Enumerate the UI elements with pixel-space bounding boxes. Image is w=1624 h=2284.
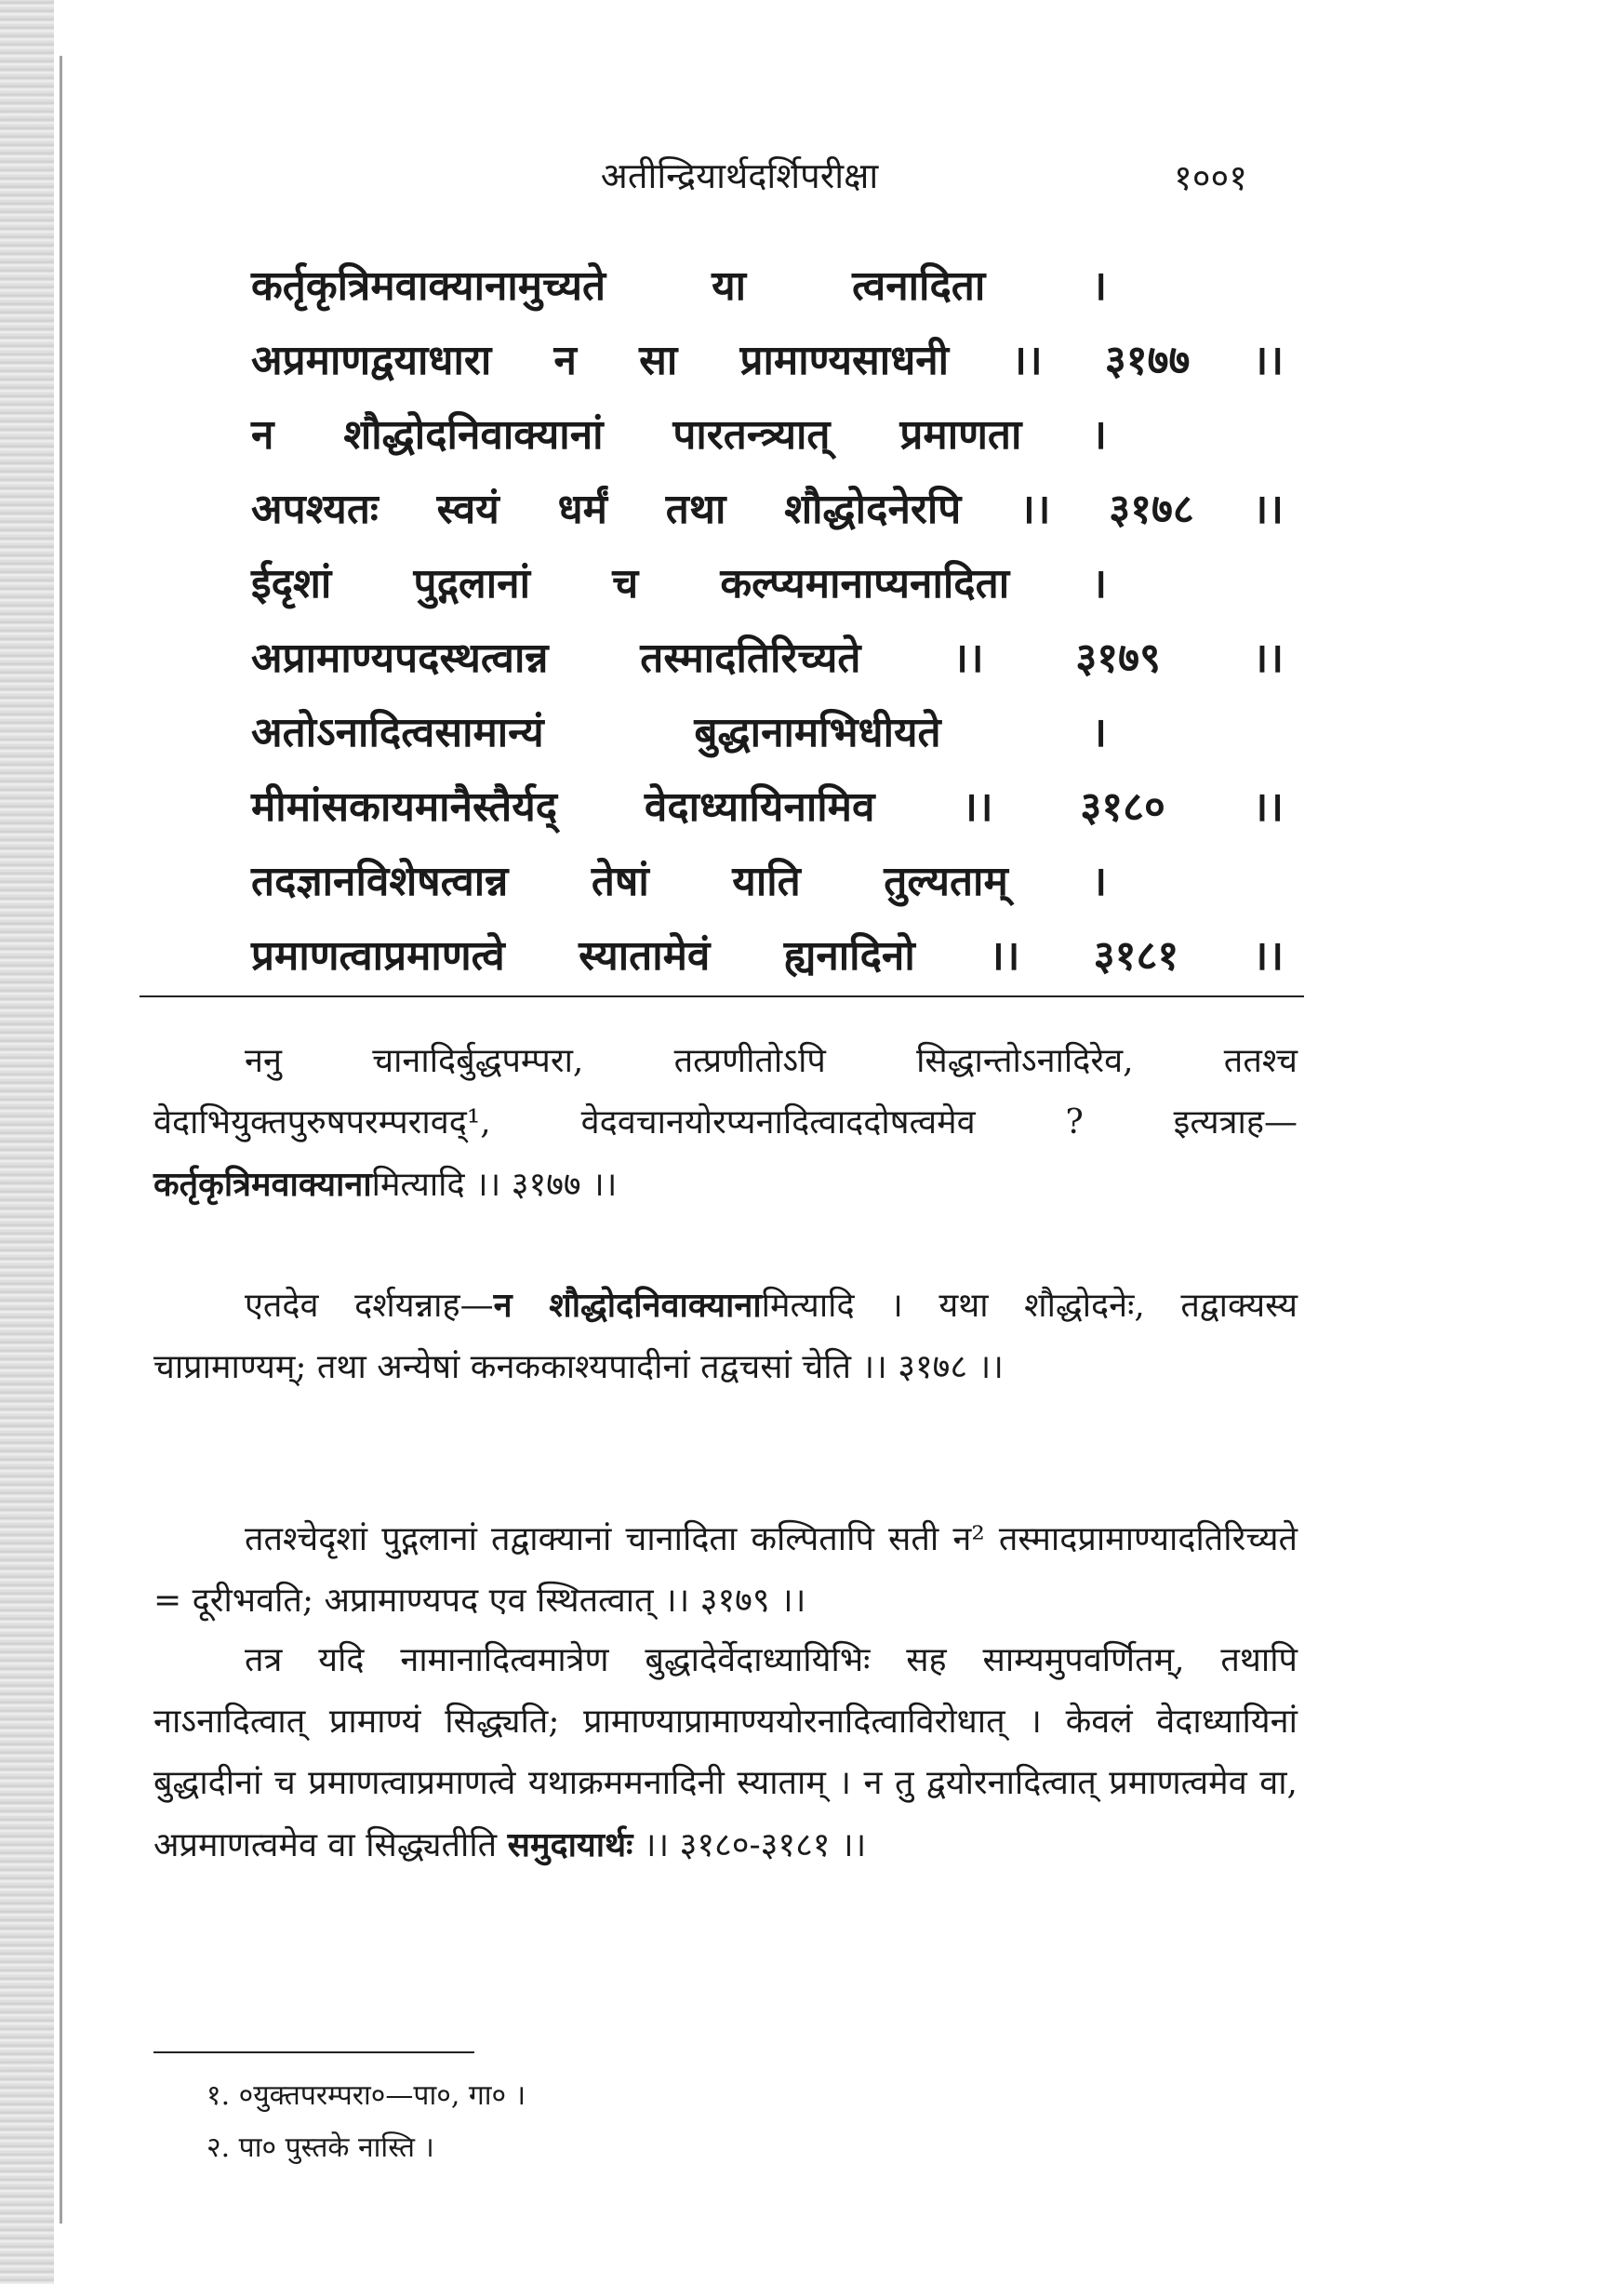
- verse-line: अप्रमाणद्वयाधारा न सा प्रामाण्यसाधनी ।। ३१७७ ।।: [251, 337, 1284, 384]
- verse-separator-rule: [140, 995, 1304, 997]
- commentary-lemma: न शौद्धोदनिवाक्याना: [493, 1286, 762, 1325]
- page-binding-edge: [0, 0, 54, 2284]
- commentary-text: ततश्चेदृशां पुद्गलानां तद्वाक्यानां चानादिता कल्पितापि सती न² तस्मादप्रामाण्यादतिरिच्यते = दूरीभवति; अप्रामाण्यपद एव स्थितत्वात् ।। ३१७९ ।।: [153, 1520, 1298, 1620]
- commentary-paragraph: [153, 1509, 1298, 1632]
- verse-line: कर्तृकृत्रिमवाक्यानामुच्यते या त्वनादिता ।: [251, 262, 1107, 310]
- commentary-text: मित्यादि ।। ३१७७ ।।: [371, 1166, 618, 1204]
- verse-line: मीमांसकायमानैस्तैर्यद् वेदाध्यायिनामिव ।। ३१८० ।।: [251, 783, 1284, 831]
- commentary-text: ननु चानादिर्बुद्धपम्परा, तत्प्रणीतोऽपि सिद्धान्तोऽनादिरेव, ततश्च वेदाभियुक्तपुरुषपरम्परावद्¹, वेदवचानयोरप्यनादित्वाददोषत्वमेव ? इत्यत्राह—: [153, 1042, 1298, 1142]
- verse-block: [251, 249, 1284, 994]
- footnotes: [206, 2070, 526, 2174]
- commentary-text: ।। ३१८०-३१८१ ।।: [632, 1826, 867, 1864]
- verse-line: अतोऽनादित्वसामान्यं बुद्धानामभिधीयते ।: [251, 709, 1107, 756]
- commentary-text: एतदेव दर्शयन्नाह—: [245, 1287, 494, 1325]
- commentary-paragraph: [153, 1031, 1298, 1216]
- commentary-text: तत्र यदि नामानादित्वमात्रेण बुद्धादेर्वेदाध्यायिभिः सह साम्यमुपवर्णितम्, तथापि नाऽनादित्वात् प्रामाण्यं सिद्ध्यति; प्रामाण्याप्रामाण्ययोरनादित्वाविरोधात् । केवलं वेदाध्यायिनां बुद्धादीनां च प्रमाणत्वाप्रमाणत्वे यथाक्रममनादिनी स्याताम् । न तु द्वयोरनादित्वात् प्रमाणत्वमेव वा, अप्रमाणत्वमेव वा सिद्ध्यतीति: [153, 1641, 1298, 1864]
- commentary-paragraph: [153, 1275, 1298, 1398]
- verse-line: प्रमाणत्वाप्रमाणत्वे स्यातामेवं ह्यनादिनो ।। ३१८१ ।।: [251, 932, 1284, 980]
- commentary-lemma: समुदायार्थः: [507, 1825, 633, 1864]
- verse-line: ईदृशां पुद्गलानां च कल्प्यमानाप्यनादिता ।: [251, 560, 1107, 608]
- commentary-text: मित्यादि । यथा शौद्धोदनेः, तद्वाक्यस्य चाप्रामाण्यम्; तथा अन्येषां कनककाश्यपादीनां तद्वचसां चेति ।। ३१७८ ।।: [153, 1287, 1298, 1386]
- footnote-rule: [153, 2051, 474, 2053]
- footnote-item: २. पा० पुस्तके नास्ति ।: [206, 2131, 434, 2164]
- commentary-paragraph: [153, 1630, 1298, 1877]
- verse-line: अप्रामाण्यपदस्थत्वान्न तस्मादतिरिच्यते ।। ३१७९ ।।: [251, 634, 1284, 682]
- footnote-item: १. ०युक्तपरम्परा०—पा०, गा० ।: [206, 2079, 526, 2112]
- binding-shadow-line: [60, 56, 62, 2224]
- running-header-title: अतीन्द्रियार्थदर्शिपरीक्षा: [600, 155, 879, 196]
- verse-line: न शौद्धोदनिवाक्यानां पारतन्त्र्यात् प्रमाणता ।: [251, 411, 1107, 459]
- page-number: १००१: [1174, 157, 1248, 198]
- verse-line: अपश्यतः स्वयं धर्मं तथा शौद्धोदनेरपि ।। ३१७८ ।।: [251, 486, 1284, 533]
- verse-line: तदज्ञानविशेषत्वान्न तेषां याति तुल्यताम् ।: [251, 858, 1107, 905]
- commentary-lemma: कर्तृकृत्रिमवाक्याना: [153, 1165, 372, 1204]
